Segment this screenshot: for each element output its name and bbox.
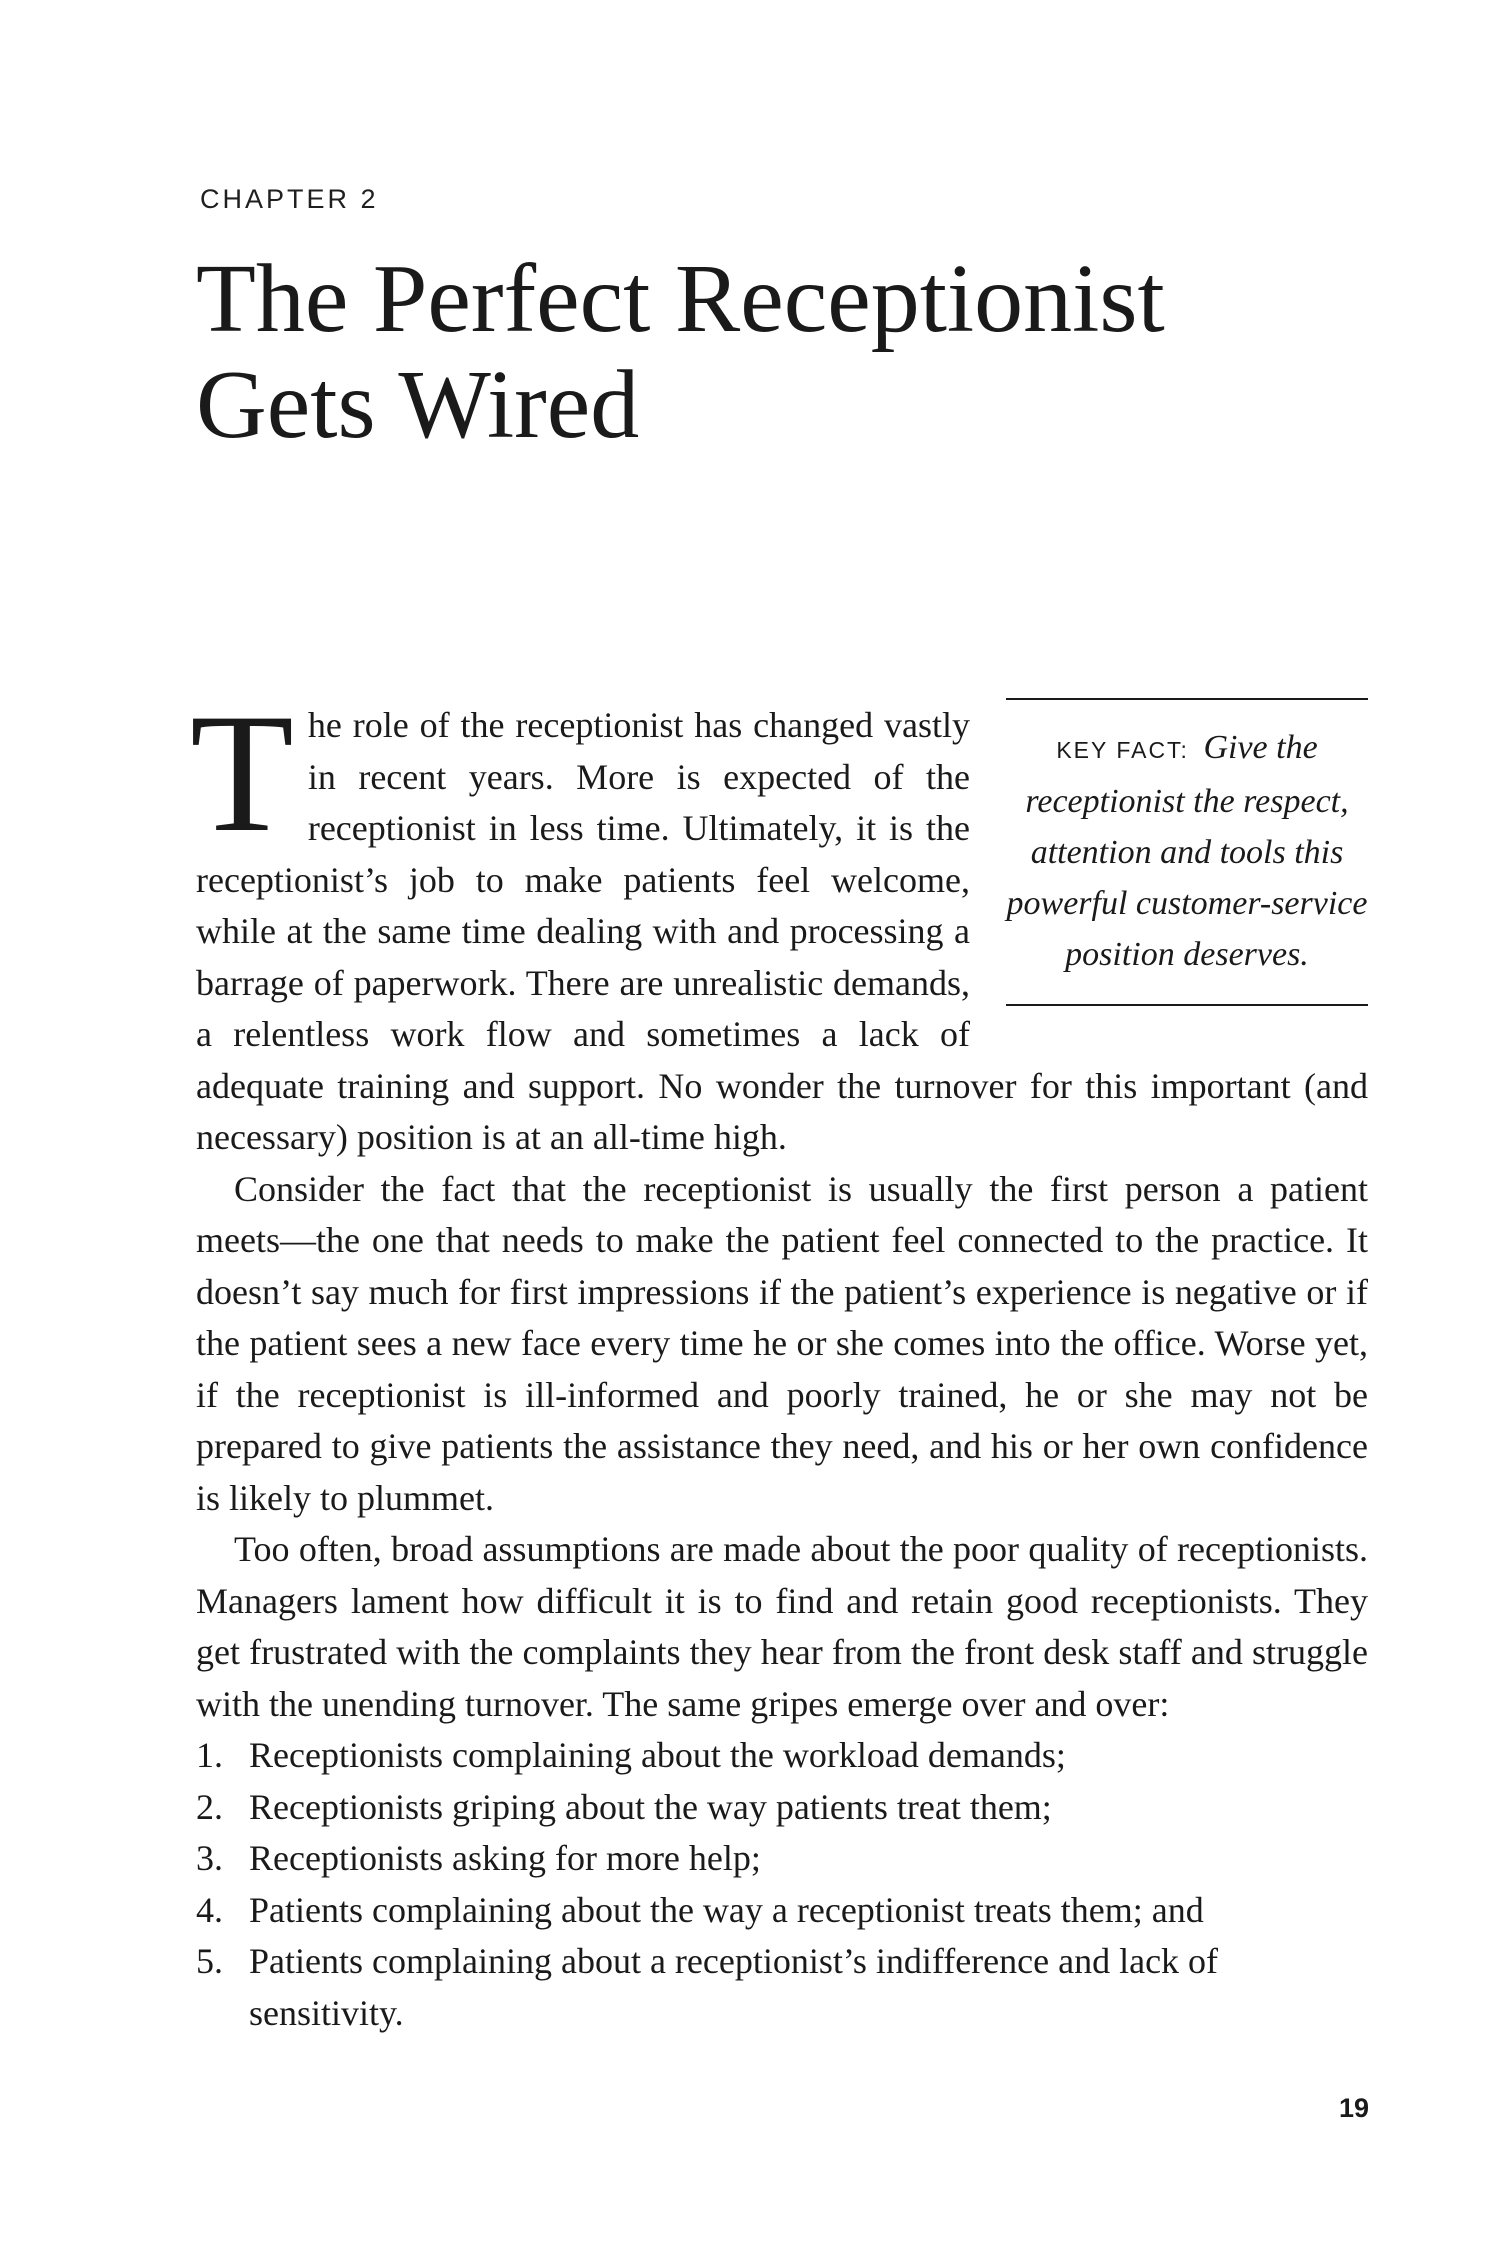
paragraph-2: Consider the fact that the receptionist is usually the first person a patient meets—the one that needs to make the patient feel connected to the practice. It doesn’t say much for first impressions if the patient’s experience is negative or if the patient sees a new face every time he or she comes into the office. Worse yet, if the receptionist is ill-informed and poorly trained, he or she may not be prepared to give patients the assistance they need, and his or her own confidence is likely to plummet.: [196, 1168, 1368, 1518]
chapter-title: [196, 246, 1396, 458]
list-item-number: 1.: [196, 1735, 223, 1775]
page-number: 19: [1338, 2093, 1369, 2123]
list-item-text: Patients complaining about a receptionist’s indifference and lack of sensitivity.: [249, 1941, 1219, 2033]
list-item-number: 2.: [196, 1786, 223, 1827]
list-item: [196, 1782, 1368, 1834]
list-item-text: Patients complaining about the way a receptionist treats them; and: [249, 1889, 1204, 1930]
list-item-number: 5.: [196, 1941, 223, 1981]
key-fact-text: Give the receptionist the respect, attention and tools this powerful customer-service position deserves.: [1006, 729, 1368, 973]
chapter-title-line-1: The Perfect Receptionist: [196, 245, 1165, 353]
list-item-text: Receptionists complaining about the workload demands;: [249, 1735, 1066, 1775]
paragraph-1-text: he role of the receptionist has changed vastly in recent years. More is expected of the receptionist in less time. Ultimately, it is the receptionist’s job to make patients feel welcome, while at the same time dealing with and processing a barrage of paperwork. There are unrealistic demands, a relentless work flow and sometimes a lack of adequate training and support. No wonder the turnover for this important (and necessary) position is at an all-time high.: [196, 705, 1368, 1157]
list-item-text: Receptionists asking for more help;: [249, 1838, 761, 1878]
body-text: [190, 679, 1368, 2039]
paragraph-3: Too often, broad assumptions are made about the poor quality of receptionists. Managers lament how difficult it is to find and retain good receptionists. They get frustrated with the complaints they hear from the front desk staff and struggle with the unending turnover. The same gripes emerge over and over:: [196, 1529, 1368, 1724]
key-fact-label: KEY FACT:: [1056, 737, 1189, 763]
list-item-number: 4.: [196, 1889, 223, 1930]
list-item: [196, 1833, 1368, 1885]
chapter-label: CHAPTER 2: [200, 184, 379, 214]
list-item: [196, 1885, 1368, 1937]
gripes-list: [196, 1730, 1368, 2039]
chapter-title-line-2: Gets Wired: [196, 351, 640, 459]
list-item: [196, 1936, 1368, 2039]
list-item-number: 3.: [196, 1838, 223, 1878]
list-item-text: Receptionists griping about the way patients treat them;: [249, 1786, 1052, 1827]
key-fact-box: [1006, 698, 1368, 1006]
drop-cap: T: [190, 679, 294, 867]
list-item: [196, 1730, 1368, 1782]
